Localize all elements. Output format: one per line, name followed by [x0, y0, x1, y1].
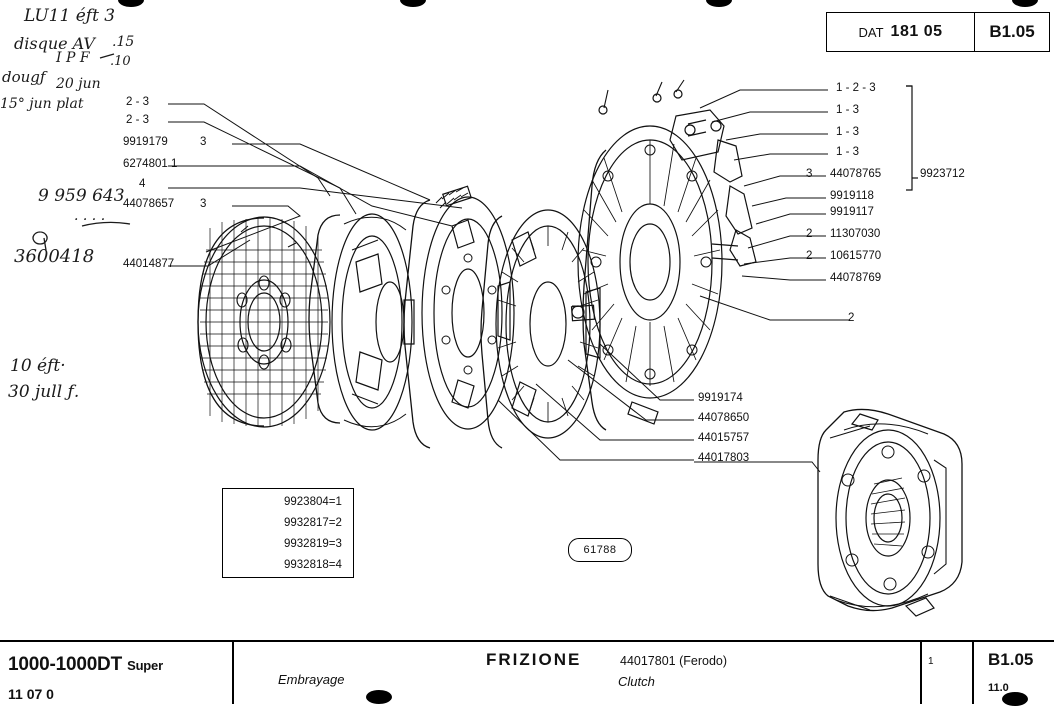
handwritten-note: 10 éƒt· [10, 356, 66, 376]
footer-divider-2 [920, 642, 922, 704]
left-callout-qty: 3 [200, 136, 207, 148]
handwritten-note: 15° jun plat [0, 96, 84, 112]
clutch-cover-plate [309, 214, 414, 430]
driven-plate [404, 186, 514, 448]
drawing-number: 61788 [568, 538, 632, 562]
left-callout-part: 44078657 [123, 198, 175, 210]
punch-hole [118, 0, 144, 7]
punch-hole [1012, 0, 1038, 7]
pressure-plate-cover [572, 80, 756, 430]
punch-hole [400, 0, 426, 7]
footer-embrayage: Embrayage [278, 672, 345, 687]
kit-item: 9932818=4 [284, 559, 342, 571]
footer-title-part: 44017801 (Ferodo) [620, 654, 728, 668]
kit-item: 9932819=3 [284, 538, 342, 550]
handwritten-note: .10 [110, 54, 131, 69]
left-callout-part: 9919179 [123, 136, 168, 148]
right-callout-part: 9919117 [830, 206, 874, 218]
left-callout-part: 44014877 [123, 258, 175, 270]
bottom-callout-part: 9919174 [698, 392, 743, 404]
bracket-group-part: 9923712 [920, 168, 965, 180]
right-callout-qty: 1 - 3 [836, 126, 860, 138]
dat-field [827, 13, 975, 51]
handwritten-note: .15 [112, 34, 135, 50]
footer-title-it: FRIZIONE [486, 650, 582, 669]
cushion-disc [481, 210, 600, 448]
handwritten-note: disque AV [14, 34, 95, 53]
left-callout-part: 6274801 1 [123, 158, 178, 170]
handwritten-note: · · · · [74, 212, 106, 228]
left-callout-qty: 3 [200, 198, 207, 210]
footer-divider-3 [972, 642, 974, 704]
right-callout-qty: 2 [806, 228, 813, 240]
dat-label: DAT [858, 24, 884, 40]
left-callout-qty: 2 - 3 [126, 96, 150, 108]
bottom-callout-part: 44078650 [698, 412, 750, 424]
right-callout-qty: 2 [848, 312, 855, 324]
plate-footer [0, 642, 1054, 704]
footer-title-en: Clutch [618, 674, 655, 689]
footer-model-suffix: Super [127, 658, 163, 673]
right-callout-qty: 1 - 3 [836, 104, 860, 116]
footer-page-number: 1 [928, 656, 934, 667]
plate-code: B1.05 [989, 22, 1035, 41]
handwritten-note: I P F [56, 50, 90, 66]
right-callout-qty: 3 [806, 168, 813, 180]
right-callout-qty: 2 [806, 250, 813, 262]
dat-number: 181 05 [890, 23, 943, 40]
left-callout-qty: 4 [139, 178, 146, 190]
bottom-callout-part: 44017803 [698, 452, 750, 464]
plate-header-box [826, 12, 1050, 52]
right-callout-qty: 1 - 2 - 3 [836, 82, 876, 94]
handwritten-note: 30 jull ƒ. [8, 382, 80, 402]
footer-model-line2: 11 07 0 [8, 686, 54, 702]
punch-hole [706, 0, 732, 7]
plate-code-field [975, 13, 1049, 51]
footer-divider-1 [232, 642, 234, 704]
friction-disc-assembly [198, 217, 330, 427]
right-callout-part: 44078769 [830, 272, 882, 284]
right-callout-qty: 1 - 3 [836, 146, 860, 158]
right-callout-part: 10615770 [830, 250, 882, 262]
handwritten-note: 9 959 643 [38, 186, 125, 206]
right-callout-part: 11307030 [830, 228, 881, 240]
handwritten-note: 20 jun [56, 76, 101, 92]
handwritten-note: LU11 éƒt 3 [24, 6, 116, 26]
right-callout-part: 44078765 [830, 168, 882, 180]
right-callout-part: 9919118 [830, 190, 874, 202]
handwritten-note: 3600418 [14, 246, 95, 267]
footer-model-name: 1000-1000DT [8, 654, 122, 675]
pressure-plate-detail [818, 409, 962, 616]
left-callout-qty: 2 - 3 [126, 114, 150, 126]
bottom-callout-part: 44015757 [698, 432, 750, 444]
handwritten-note: dougƒ [2, 68, 46, 86]
footer-plate-code-sub: 11.0 [988, 682, 1009, 694]
kit-item: 9923804=1 [284, 496, 342, 508]
footer-model [8, 654, 163, 676]
kit-item: 9932817=2 [284, 517, 342, 529]
footer-plate-code: B1.05 [988, 650, 1034, 669]
fastener-kit-list [284, 492, 342, 576]
